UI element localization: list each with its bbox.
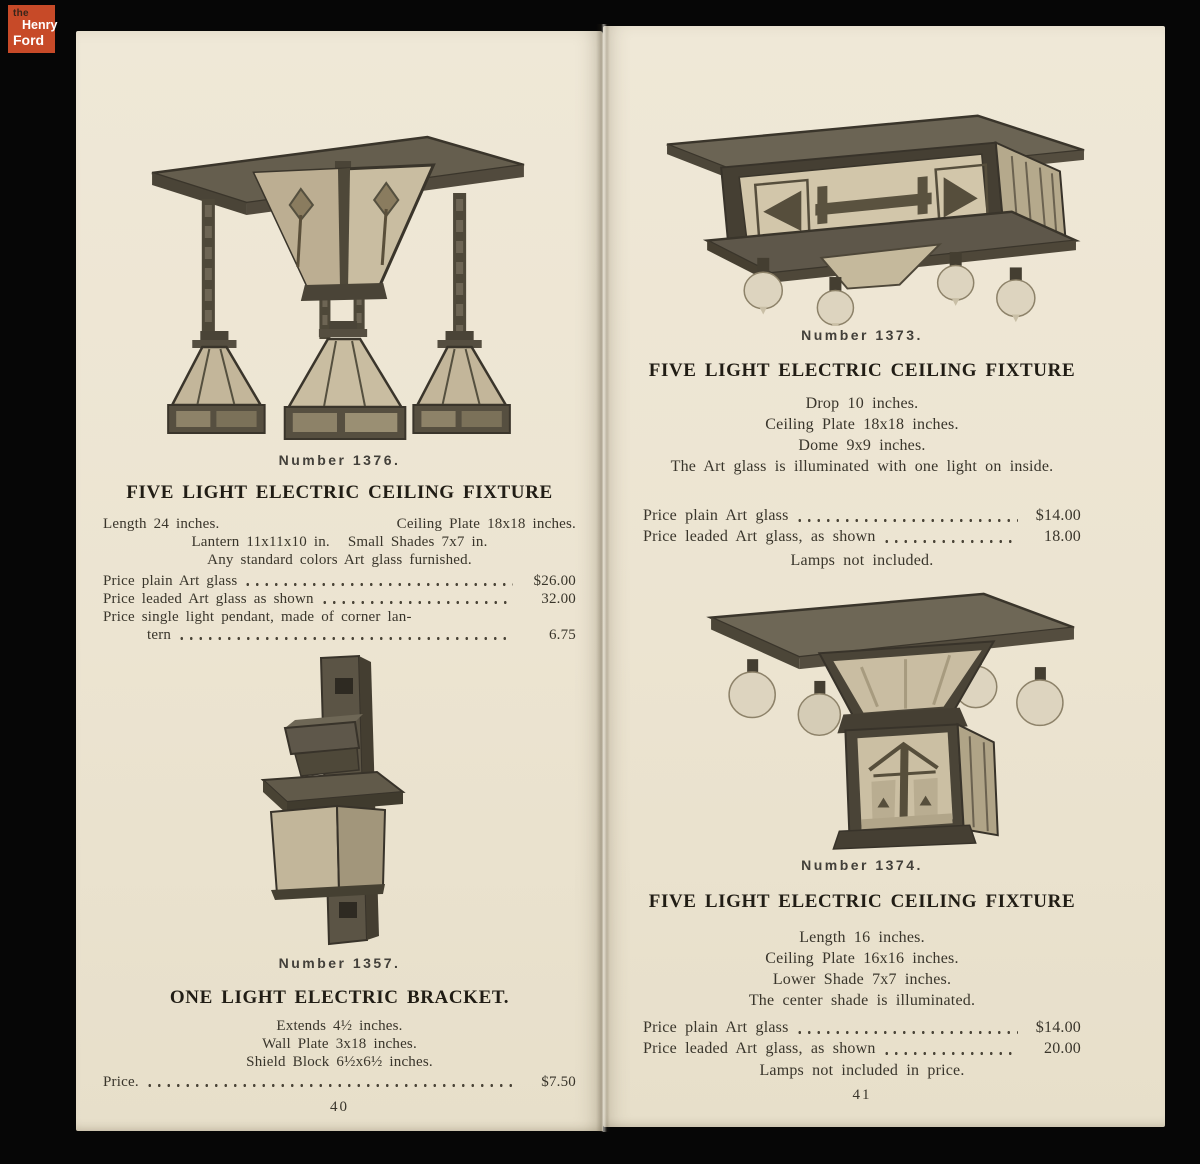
spec-text: Drop 10 inches. xyxy=(805,395,919,412)
spec-text: Shield Block 6½x6½ inches. xyxy=(246,1054,433,1070)
price-label: tern xyxy=(147,627,172,643)
price-label: Price plain Art glass xyxy=(643,1019,789,1036)
price-value: $14.00 xyxy=(1035,1019,1081,1036)
page-number-41: 41 xyxy=(852,1087,872,1103)
price-line xyxy=(643,1038,1081,1059)
lamps-note: Lamps not included in price. xyxy=(759,1062,965,1079)
price-list-1373 xyxy=(643,505,1081,547)
price-line xyxy=(103,626,576,644)
spec-text: Ceiling Plate 16x16 inches. xyxy=(765,950,959,967)
spec-list-1373 xyxy=(643,393,1081,477)
spec-text: Length 24 inches. xyxy=(103,516,220,532)
spec-text: Lantern 11x11x10 in. xyxy=(191,534,330,550)
price-line xyxy=(103,590,576,608)
fixture-1373-illustration xyxy=(659,110,1095,326)
price-line xyxy=(643,526,1081,547)
price-line xyxy=(103,608,576,626)
price-value: $26.00 xyxy=(533,573,576,589)
logo-text-henry: Henry xyxy=(22,18,58,32)
flared-neck xyxy=(819,641,993,733)
price-list-1374 xyxy=(643,1017,1081,1059)
price-label: Price plain Art glass xyxy=(643,507,789,524)
price-value: 20.00 xyxy=(1044,1040,1081,1057)
leader-dots xyxy=(320,600,513,605)
product-heading-1357: ONE LIGHT ELECTRIC BRACKET. xyxy=(169,987,510,1008)
shade-box xyxy=(263,772,403,900)
spec-list-1357 xyxy=(103,1017,576,1071)
price-value: $14.00 xyxy=(1035,507,1081,524)
figure-caption-1373: Number 1373. xyxy=(801,327,923,343)
spec-list-1374 xyxy=(643,927,1081,1011)
book-gutter xyxy=(596,24,610,1132)
leader-dots xyxy=(795,518,1018,523)
spec-text: Length 16 inches. xyxy=(799,929,925,946)
spec-text: Dome 9x9 inches. xyxy=(798,437,926,454)
lamps-note: Lamps not included. xyxy=(790,552,934,569)
henry-ford-logo xyxy=(8,5,58,53)
product-heading-1376: FIVE LIGHT ELECTRIC CEILING FIXTURE xyxy=(126,482,553,503)
figure-caption-1357: Number 1357. xyxy=(278,955,401,971)
product-heading-1373: FIVE LIGHT ELECTRIC CEILING FIXTURE xyxy=(648,360,1076,381)
fixture-1376-illustration xyxy=(138,107,540,447)
price-label: Price leaded Art glass, as shown xyxy=(643,1040,876,1057)
leader-dots xyxy=(177,636,513,641)
leader-dots xyxy=(882,539,1018,544)
figure-caption-1376: Number 1376. xyxy=(278,452,401,468)
logo-text-the: the xyxy=(13,8,29,19)
leader-dots xyxy=(795,1030,1018,1035)
spec-text: Small Shades 7x7 in. xyxy=(347,534,488,550)
leader-dots xyxy=(882,1051,1018,1056)
price-value: 32.00 xyxy=(541,591,576,607)
price-label: Price leaded Art glass as shown xyxy=(103,591,314,607)
spec-text: Lower Shade 7x7 inches. xyxy=(772,971,952,988)
spec-text: Ceiling Plate 18x18 inches. xyxy=(396,516,576,532)
catalog-page-40 xyxy=(76,31,603,1131)
price-label: Price plain Art glass xyxy=(103,573,238,589)
pyramid-shade-right xyxy=(413,331,509,433)
price-line xyxy=(103,572,576,590)
price-label: Price. xyxy=(103,1074,139,1090)
spec-row xyxy=(103,515,576,533)
product-heading-1374: FIVE LIGHT ELECTRIC CEILING FIXTURE xyxy=(648,891,1076,912)
leader-dots xyxy=(243,582,513,587)
spec-text: Extends 4½ inches. xyxy=(276,1018,403,1034)
fixture-1357-illustration xyxy=(257,652,427,952)
catalog-page-41 xyxy=(603,26,1165,1127)
spec-text: Any standard colors Art glass furnished. xyxy=(207,552,472,568)
spec-text: The Art glass is illuminated with one light on inside. xyxy=(670,458,1054,475)
price-value: 18.00 xyxy=(1044,528,1081,545)
logo-text-ford: Ford xyxy=(13,32,45,48)
spec-row xyxy=(103,551,576,569)
price-line xyxy=(643,505,1081,526)
price-value: 6.75 xyxy=(548,627,576,643)
price-label: Price leaded Art glass, as shown xyxy=(643,528,876,545)
price-line xyxy=(103,1073,576,1091)
spec-text: Wall Plate 3x18 inches. xyxy=(262,1036,417,1052)
fixture-1374-illustration xyxy=(691,588,1087,850)
figure-caption-1374: Number 1374. xyxy=(801,857,923,873)
bracket-arm xyxy=(285,714,363,776)
price-line xyxy=(643,1017,1081,1038)
center-lantern xyxy=(255,161,434,301)
price-value: $7.50 xyxy=(541,1074,576,1090)
pyramid-shade-center xyxy=(285,321,406,439)
price-label: Price single light pendant, made of corner lan- xyxy=(103,609,412,625)
lantern-box xyxy=(833,724,997,849)
spec-row xyxy=(103,533,576,551)
page-number-40: 40 xyxy=(330,1099,349,1115)
spec-text: Ceiling Plate 18x18 inches. xyxy=(765,416,959,433)
leader-dots xyxy=(145,1083,513,1088)
spec-text: The center shade is illuminated. xyxy=(748,992,976,1009)
pyramid-shade-left xyxy=(168,331,264,433)
price-list-1376 xyxy=(103,572,576,644)
